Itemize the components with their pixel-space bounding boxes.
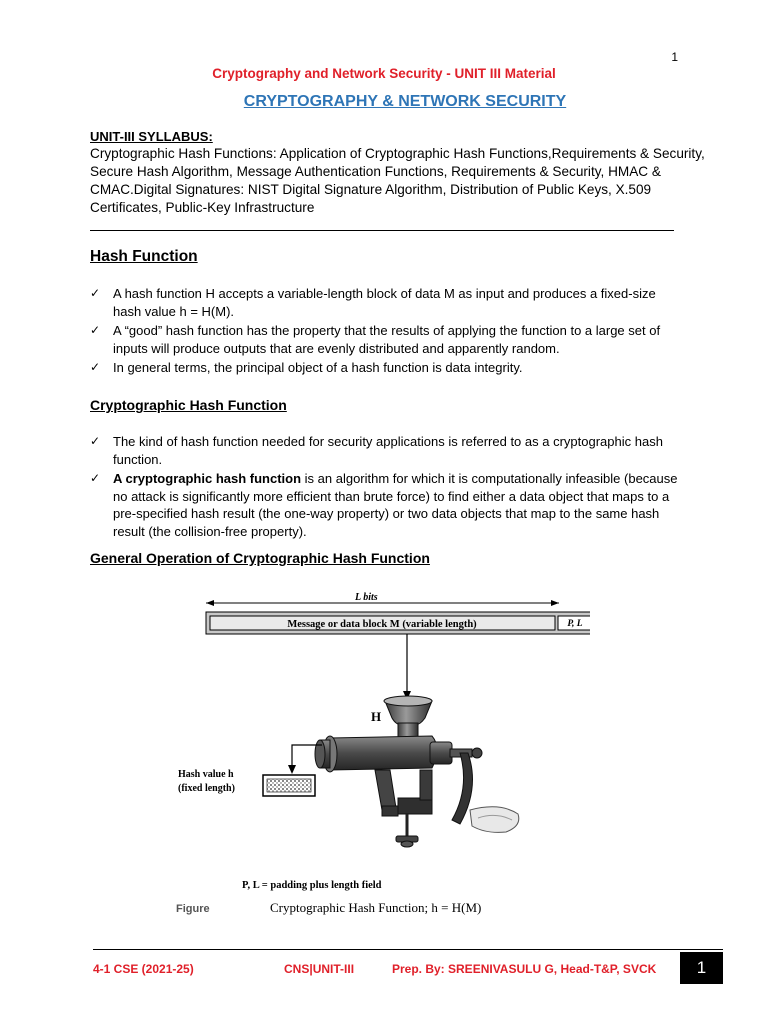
page-title: CRYPTOGRAPHY & NETWORK SECURITY [243,93,567,110]
footer-divider [93,949,723,950]
section-heading-cryptographic-hash: Cryptographic Hash Function [90,397,287,413]
l-bits-label: L bits [355,592,378,603]
fixed-length-label: (fixed length) [178,783,235,794]
document-header: Cryptography and Network Security - UNIT III Material [212,66,556,81]
checkmark-icon: ✓ [90,471,101,485]
checkmark-icon: ✓ [90,360,101,374]
meat-grinder-illustration [315,696,519,847]
footer-unit: CNS|UNIT-III [284,962,355,976]
divider [90,230,674,231]
checkmark-icon: ✓ [90,286,101,300]
footer-author: Prep. By: SREENIVASULU G, Head-T&P, SVCK [392,962,657,976]
hash-value-label: Hash value h [178,769,234,780]
checkmark-icon: ✓ [90,323,101,337]
hash-function-figure [170,588,590,928]
section-heading-hash-function: Hash Function [90,248,198,265]
footer-page-number: 1 [680,952,723,984]
list-item: ✓ A cryptographic hash function is an algorithm for which it is computationally infeasible (because no attack is significantly more efficient than brute force) to find either a data object that maps to a pre-specified hash result (the one-way property) or two data objects that map to the same hash result (the collision-free property). [90,471,678,539]
section-heading-general-operation: General Operation of Cryptographic Hash Function [90,550,430,566]
length-arrow [206,600,559,606]
syllabus-body: Cryptographic Hash Functions: Application of Cryptographic Hash Functions,Requirements & Security, Secure Hash Algorithm, Message Authentication Functions, Requirements & Security, HMAC & CMAC.Digital Signatures: NIST Digital Signature Algorithm, Distribution of Public Keys, X.509 Certificates, Public-Key Infrastructure [90,146,705,215]
hash-function-list [90,285,680,379]
cryptographic-hash-list [90,433,680,542]
page-number-top: 1 [671,50,678,64]
figure-label: Figure [176,903,210,915]
list-item: ✓ A hash function H accepts a variable-length block of data M as input and produces a fixed-size hash value h = H(M). [90,286,656,319]
padding-note: P, L = padding plus length field [242,880,382,891]
footer-course: 4-1 CSE (2021-25) [93,962,194,976]
message-block-label: Message or data block M (variable length) [287,619,477,630]
padding-length-label: P, L [567,619,583,629]
figure-caption: Cryptographic Hash Function; h = H(M) [270,900,482,915]
h-label: H [371,709,382,724]
syllabus-heading: UNIT-III SYLLABUS: [90,129,213,144]
list-item: ✓ The kind of hash function needed for security applications is referred to as a cryptographic hash function. [90,434,663,467]
checkmark-icon: ✓ [90,434,101,448]
list-item: ✓ In general terms, the principal object of a hash function is data integrity. [90,360,523,375]
list-item: ✓ A “good” hash function has the property that the results of applying the function to a large set of inputs will produce outputs that are evenly distributed and apparently random. [90,323,661,356]
